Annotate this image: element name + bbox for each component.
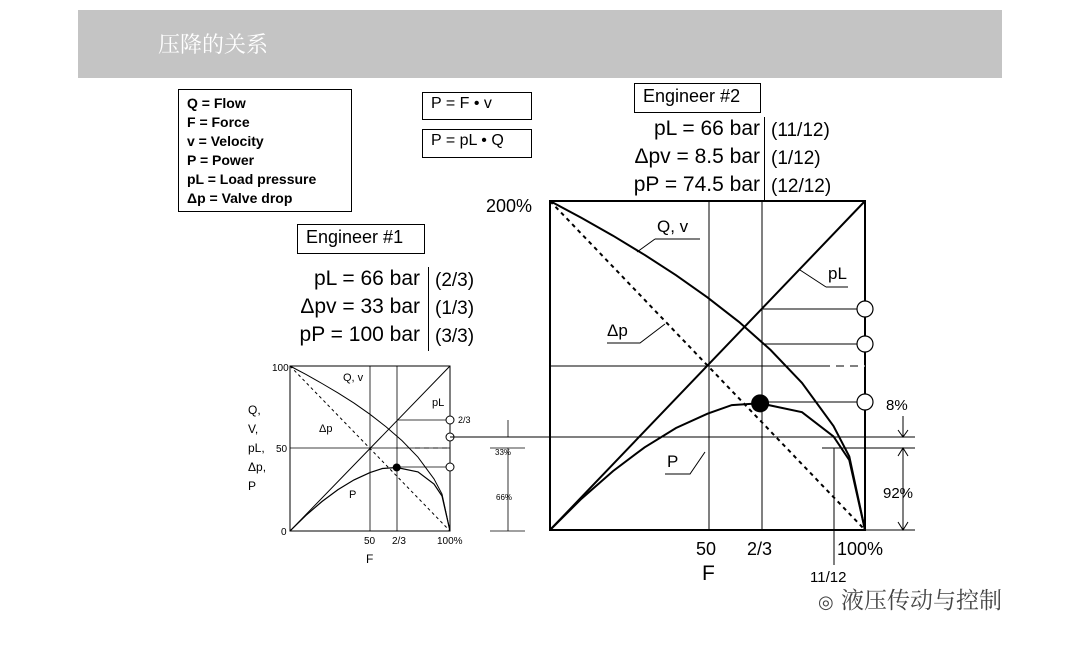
engineer1-y-tick: 50 [276,444,288,455]
engineer2-x-tick: 100% [837,539,884,559]
engineer1-fraction: (3/3) [435,326,475,347]
engineer1-y-label-line: V, [248,422,259,436]
engineer2-fraction: (12/12) [771,176,832,197]
wechat-icon: ◎ [818,592,834,613]
engineer2-fraction: (11/12) [771,120,830,141]
engineer2-x-tick: 2/3 [747,539,773,559]
engineer1-series-label: Q, v [343,372,364,384]
engineer2-x-tick: 11/12 [810,569,847,586]
engineer1-y-label-line: Q, [248,403,261,417]
engineer1-right-mark: 2/3 [458,415,471,425]
engineer2-x-label: F [702,562,715,585]
legend-entry: F = Force [187,114,250,130]
engineer1-label: Engineer #1 [297,224,425,254]
engineer1-y-label-line: pL, [248,441,265,455]
engineer2-label-leader [637,239,700,252]
engineer1-series-label: P [349,489,357,501]
slide-title: 压降的关系 [158,33,269,58]
engineer2-right-mark: 92% [883,485,914,502]
engineer1-x-tick: 50 [364,536,376,547]
engineer2-value: Δpv = 8.5 bar [634,145,760,168]
engineer1-value: Δpv = 33 bar [300,295,420,318]
engineer2-value: pP = 74.5 bar [633,173,760,196]
engineer2-fraction: (1/12) [771,148,821,169]
engineer1-fraction: (1/3) [435,298,475,319]
engineer1-chart [248,363,525,566]
engineer1-x-label: F [366,552,374,566]
engineer1-series-label: pL [432,397,445,409]
engineer2-open-marker [857,301,873,317]
engineer1-right-mark: 66% [496,493,513,502]
engineer1-right-mark: 33% [495,448,512,457]
watermark [818,582,1002,615]
power-formula-force: P = F • v [422,92,532,120]
engineer1-x-tick: 2/3 [392,536,406,547]
engineer2-open-marker [857,394,873,410]
engineer2-series-label: Q, v [657,217,689,236]
engineer2-right-mark: 8% [886,397,908,414]
engineer2-chart [450,196,915,586]
engineer2-x-tick: 50 [696,539,717,559]
engineer2-power-marker [751,394,769,412]
engineer2-y-tick: 200% [486,196,533,216]
engineer2-series-label: pL [828,264,847,283]
engineer2-value: pL = 66 bar [653,117,760,140]
engineer1-x-tick: 100% [437,536,463,547]
engineer1-y-label-line: Δp, [248,460,267,474]
engineer1-y-label-line: P [248,479,257,493]
power-formula-pressure: P = pL • Q [422,129,532,158]
engineer1-power-marker [393,463,401,471]
engineer2-series-label: Δp [607,321,628,340]
engineer1-open-marker [446,416,454,424]
engineer2-series-p [550,403,865,530]
engineer2-label: Engineer #2 [634,83,761,113]
engineer1-value: pL = 66 bar [313,267,420,290]
engineer1-y-tick: 100 [272,363,289,374]
legend-entry: Q = Flow [187,95,246,111]
engineer2-series-label: P [667,452,679,471]
engineer1-value: pP = 100 bar [299,323,420,346]
engineer1-fraction: (2/3) [435,270,475,291]
engineer1-y-tick: 0 [281,527,287,538]
engineer1-open-marker [446,463,454,471]
watermark-text: 液压传动与控制 [841,588,1003,614]
legend-entry: Δp = Valve drop [187,190,293,206]
legend-entry: pL = Load pressure [187,171,317,187]
legend-entry: P = Power [187,152,255,168]
legend-entry: v = Velocity [187,133,264,149]
engineer2-open-marker [857,336,873,352]
engineer1-series-label: Δp [319,423,333,435]
